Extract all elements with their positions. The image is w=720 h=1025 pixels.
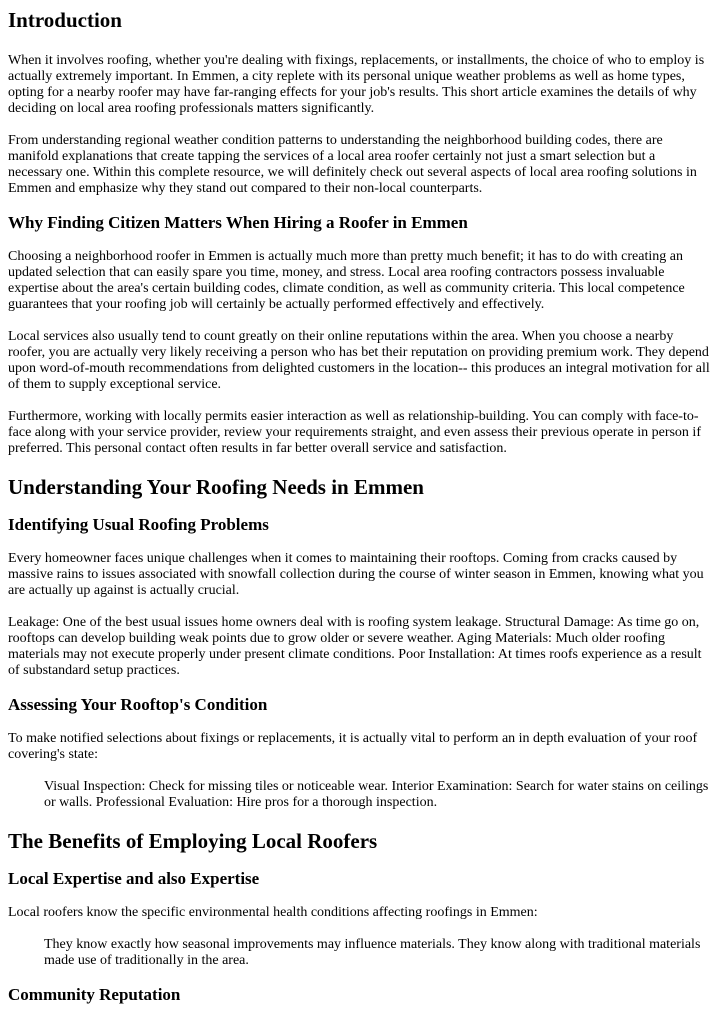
roofing-needs-heading: Understanding Your Roofing Needs in Emmen: [8, 475, 424, 499]
usual-problems-paragraph-1: Every homeowner faces unique challenges when it comes to maintaining their rooftops. Coming from cracks caused by massive rains to issues associated with snowfall collection during the course of winter season in Emmen, knowing what you are actually up against is actually crucial.: [8, 551, 704, 598]
rooftop-condition-quote: Visual Inspection: Check for missing tiles or noticeable wear. Interior Examination: Search for water stains on ceilings or walls. Professional Evaluation: Hire pros for a thorough inspection.: [44, 779, 709, 810]
intro-heading: Introduction: [8, 8, 122, 32]
intro-paragraph-1: When it involves roofing, whether you're dealing with fixings, replacements, or installments, the choice of who to employ is actually extremely important. In Emmen, a city replete with its personal unique weather problems as well as home types, opting for a nearby roofer may have far-ranging effects for your job's results. This short article examines the details of why deciding on local area roofing professionals matters significantly.: [8, 53, 705, 116]
why-local-heading: Why Finding Citizen Matters When Hiring a Roofer in Emmen: [8, 213, 468, 232]
local-expertise-heading: Local Expertise and also Expertise: [8, 869, 260, 888]
benefits-heading: The Benefits of Employing Local Roofers: [8, 829, 378, 853]
article: [0, 8, 720, 1005]
usual-problems-heading: Identifying Usual Roofing Problems: [8, 515, 269, 534]
why-local-paragraph-1: Choosing a neighborhood roofer in Emmen is actually much more than pretty much benefit; it has to do with creating an updated selection that can easily spare you time, money, and stress. Local area roofing contractors possess invaluable expertise about the area's certain building codes, climate condition, as well as community criteria. This local competence guarantees that your roofing job will certainly be actually performed effectively and effectively.: [8, 249, 685, 312]
intro-paragraph-2: From understanding regional weather condition patterns to understanding the neighborhood building codes, there are manifold explanations that create tapping the services of a local area roofer certainly not just a smart selection but a necessary one. Within this complete resource, we will definitely check out several aspects of local area roofing solutions in Emmen and emphasize why they stand out compared to their non-local counterparts.: [8, 133, 697, 196]
community-reputation-heading: Community Reputation: [8, 985, 181, 1004]
local-expertise-quote: They know exactly how seasonal improvements may influence materials. They know along with traditional materials made use of traditionally in the area.: [44, 937, 701, 968]
rooftop-condition-paragraph: To make notified selections about fixings or replacements, it is actually vital to perform an in depth evaluation of your roof covering's state:: [8, 731, 698, 762]
usual-problems-paragraph-2: Leakage: One of the best usual issues home owners deal with is roofing system leakage. Structural Damage: As time go on, rooftops can develop building weak points due to grow older or severe weather. Aging Materials: Much older roofing materials may not execute properly under present climate conditions. Poor Installation: At times roofs experience as a result of substandard setup practices.: [8, 615, 702, 678]
why-local-paragraph-3: Furthermore, working with locally permits easier interaction as well as relationship-building. You can comply with face-to-face along with your service provider, review your requirements straight, and even assess their previous operate in person if preferred. This personal contact often results in far better overall service and satisfaction.: [8, 409, 701, 456]
why-local-paragraph-2: Local services also usually tend to count greatly on their online reputations within the area. When you choose a nearby roofer, you are actually very likely receiving a person who has bet their reputation on providing premium work. They depend upon word-of-mouth recommendations from delighted customers in the location-- this produces an integral motivation for all of them to supply exceptional service.: [8, 329, 710, 392]
rooftop-condition-heading: Assessing Your Rooftop's Condition: [8, 695, 268, 714]
local-expertise-paragraph: Local roofers know the specific environmental health conditions affecting roofings in Emmen:: [8, 905, 538, 920]
